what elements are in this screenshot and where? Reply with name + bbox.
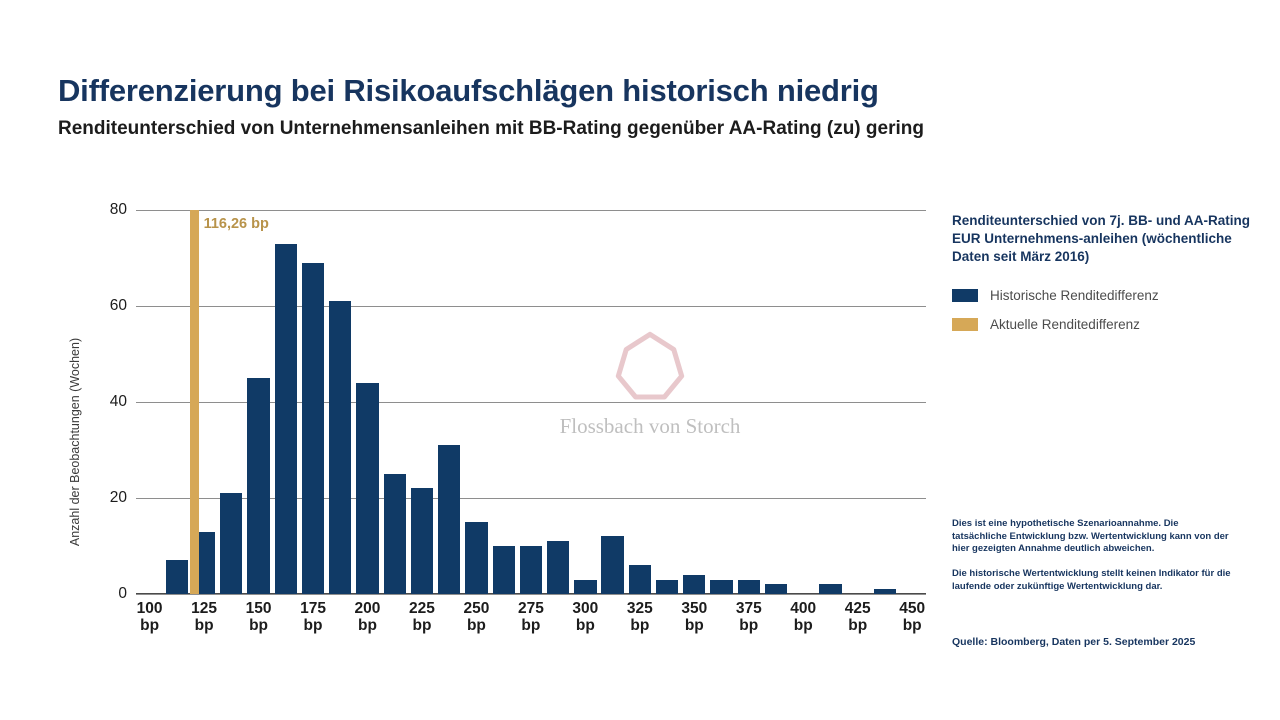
histogram-bar[interactable] bbox=[520, 546, 542, 594]
bar-slot bbox=[245, 210, 272, 594]
histogram-bar[interactable] bbox=[710, 580, 732, 594]
histogram-bar[interactable] bbox=[384, 474, 406, 594]
legend-title: Renditeunterschied von 7j. BB- und AA-Rating EUR Unternehmens-anleihen (wöchentliche Daten seit März 2016) bbox=[952, 213, 1251, 264]
histogram-bar[interactable] bbox=[275, 244, 297, 594]
x-axis-tick bbox=[871, 600, 898, 635]
x-axis-tick bbox=[599, 600, 626, 635]
y-axis-tick: 60 bbox=[109, 297, 127, 314]
header bbox=[58, 74, 1238, 141]
x-axis-tick: 300 bp bbox=[572, 600, 599, 635]
x-axis-tick bbox=[163, 600, 190, 635]
bar-slot bbox=[299, 210, 326, 594]
x-axis-tick: 250 bp bbox=[463, 600, 490, 635]
bar-slot bbox=[681, 210, 708, 594]
x-axis-tick: 375 bp bbox=[735, 600, 762, 635]
y-axis-tick: 0 bbox=[118, 585, 127, 602]
bar-slot bbox=[272, 210, 299, 594]
x-axis-tick: 150 bp bbox=[245, 600, 272, 635]
page-subtitle: Renditeunterschied von Unternehmensanleihen mit BB-Rating gegenüber AA-Rating (zu) gering bbox=[58, 118, 924, 140]
histogram-bar[interactable] bbox=[166, 560, 188, 594]
x-axis-tick bbox=[272, 600, 299, 635]
bar-slot bbox=[790, 210, 817, 594]
bar-slot bbox=[708, 210, 735, 594]
histogram-bar[interactable] bbox=[547, 541, 569, 594]
histogram-bar[interactable] bbox=[356, 383, 378, 594]
bar-slot bbox=[463, 210, 490, 594]
bar-slot bbox=[871, 210, 898, 594]
x-axis-tick bbox=[708, 600, 735, 635]
histogram-bar[interactable] bbox=[738, 580, 760, 594]
legend-item-aktuell bbox=[952, 317, 1252, 332]
x-axis-tick: 350 bp bbox=[681, 600, 708, 635]
x-axis-tick bbox=[545, 600, 572, 635]
x-axis-tick: 450 bp bbox=[899, 600, 926, 635]
x-axis-tick: 175 bp bbox=[300, 600, 326, 635]
page-title: Differenzierung bei Risikoaufschlägen historisch niedrig bbox=[58, 73, 879, 108]
legend-label-historisch: Historische Renditedifferenz bbox=[990, 287, 1159, 303]
histogram-bar[interactable] bbox=[465, 522, 487, 594]
x-axis-tick bbox=[817, 600, 844, 635]
x-axis-tick: 100 bp bbox=[136, 600, 163, 635]
histogram-bar[interactable] bbox=[819, 584, 841, 594]
bar-slot bbox=[817, 210, 844, 594]
bar-slot bbox=[844, 210, 871, 594]
bar-slot bbox=[436, 210, 463, 594]
x-axis-tick bbox=[218, 600, 245, 635]
x-axis-tick bbox=[327, 600, 354, 635]
x-axis-tick: 325 bp bbox=[626, 600, 653, 635]
legend-swatch-aktuell bbox=[952, 318, 978, 331]
histogram-bar[interactable] bbox=[438, 445, 460, 594]
x-axis-tick: 400 bp bbox=[790, 600, 817, 635]
legend-swatch-historisch bbox=[952, 289, 978, 302]
histogram-bar[interactable] bbox=[493, 546, 515, 594]
source-note: Quelle: Bloomberg, Daten per 5. September 2025 bbox=[952, 636, 1196, 648]
bar-slot bbox=[163, 210, 190, 594]
x-axis-tick bbox=[436, 600, 463, 635]
bar-slot bbox=[899, 210, 926, 594]
y-axis-title: Anzahl der Beobachtungen (Wochen) bbox=[68, 337, 82, 547]
bar-slot bbox=[381, 210, 408, 594]
x-axis-tick: 425 bp bbox=[844, 600, 871, 635]
bar-slot bbox=[408, 210, 435, 594]
histogram-bar[interactable] bbox=[629, 565, 651, 594]
current-value-marker-label: 116,26 bp bbox=[203, 216, 269, 232]
histogram-chart bbox=[58, 196, 938, 666]
bar-slot bbox=[545, 210, 572, 594]
bar-slot bbox=[490, 210, 517, 594]
bar-slot bbox=[626, 210, 653, 594]
histogram-bar[interactable] bbox=[683, 575, 705, 594]
bar-slot bbox=[218, 210, 245, 594]
gridline bbox=[136, 594, 926, 595]
x-axis-labels bbox=[136, 600, 926, 635]
current-value-marker bbox=[190, 210, 199, 594]
histogram-bar[interactable] bbox=[656, 580, 678, 594]
x-axis-tick: 200 bp bbox=[354, 600, 381, 635]
bar-slot bbox=[762, 210, 789, 594]
legend-label-aktuell: Aktuelle Renditedifferenz bbox=[990, 316, 1140, 332]
y-axis-tick: 20 bbox=[109, 489, 127, 506]
histogram-bar[interactable] bbox=[220, 493, 242, 594]
bar-slot bbox=[327, 210, 354, 594]
x-axis-tick bbox=[653, 600, 680, 635]
histogram-bar[interactable] bbox=[874, 589, 896, 594]
x-axis-tick bbox=[490, 600, 517, 635]
bar-slot bbox=[354, 210, 381, 594]
bar-slot bbox=[572, 210, 599, 594]
y-axis-tick: 40 bbox=[109, 393, 127, 410]
disclaimer-paragraph-2: Die historische Wertentwicklung stellt keinen Indikator für die laufende oder zukünftige Wertentwicklung dar. bbox=[952, 567, 1231, 592]
bar-slot bbox=[517, 210, 544, 594]
x-axis-tick bbox=[381, 600, 408, 635]
y-axis-tick: 80 bbox=[109, 201, 127, 218]
disclaimer bbox=[952, 518, 1234, 605]
disclaimer-paragraph-1: Dies ist eine hypothetische Szenarioannahme. Die tatsächliche Entwicklung bzw. Wertentwicklung kann von der hier gezeigten Annahme deutlich abweichen. bbox=[952, 518, 1229, 555]
bar-slot bbox=[599, 210, 626, 594]
histogram-bar[interactable] bbox=[329, 301, 351, 594]
plot-area bbox=[109, 201, 926, 602]
histogram-bar[interactable] bbox=[411, 488, 433, 594]
histogram-bar[interactable] bbox=[574, 580, 596, 594]
x-axis-tick: 275 bp bbox=[517, 600, 544, 635]
histogram-bar[interactable] bbox=[601, 536, 623, 594]
bar-slot bbox=[735, 210, 762, 594]
x-axis-tick: 125 bp bbox=[191, 600, 218, 635]
histogram-bar[interactable] bbox=[302, 263, 324, 594]
legend-item-historisch bbox=[952, 288, 1252, 303]
bar-group bbox=[136, 210, 926, 594]
x-axis-tick bbox=[762, 600, 789, 635]
histogram-bar[interactable] bbox=[765, 584, 787, 594]
histogram-bar[interactable] bbox=[247, 378, 269, 594]
legend bbox=[952, 212, 1252, 346]
watermark-text: Flossbach von Storch bbox=[559, 414, 741, 438]
x-axis-tick: 225 bp bbox=[409, 600, 435, 635]
bar-slot bbox=[653, 210, 680, 594]
bar-slot bbox=[136, 210, 163, 594]
